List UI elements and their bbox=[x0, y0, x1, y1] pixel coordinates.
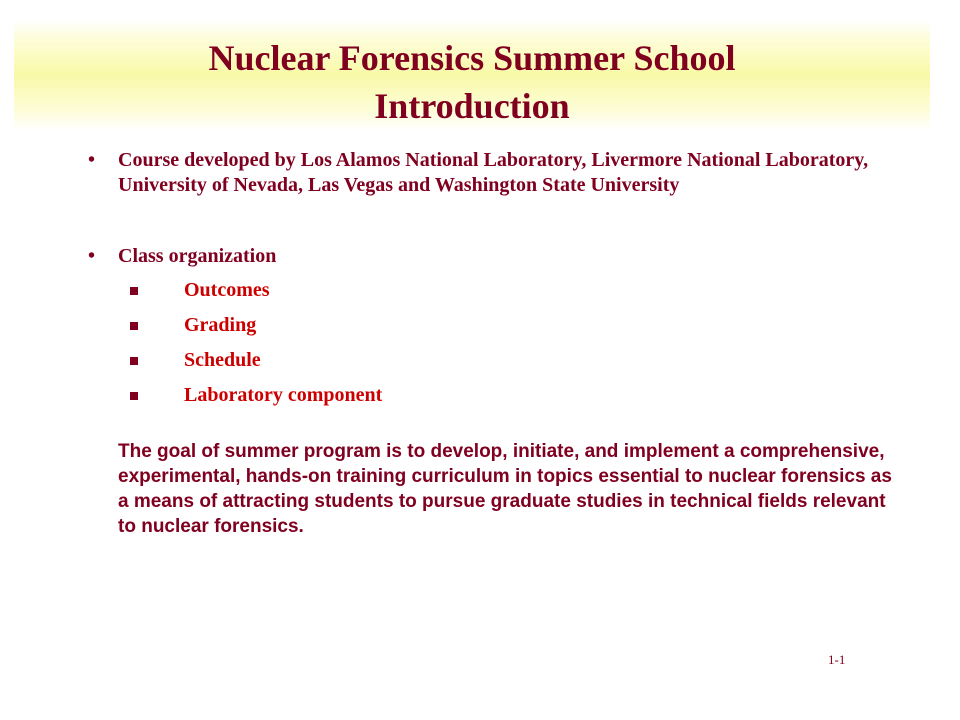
title-line-1: Nuclear Forensics Summer School bbox=[208, 38, 736, 78]
bullet-text: Course developed by Los Alamos National Laboratory, Livermore National Laboratory, University of Nevada, Las Vegas and Washington State University bbox=[118, 149, 869, 196]
class-organization-sublist bbox=[88, 278, 888, 418]
bullet-dot: • bbox=[88, 149, 96, 171]
sublist-item-text: Grading bbox=[184, 314, 257, 336]
sublist-item bbox=[88, 383, 888, 418]
sublist-item bbox=[88, 278, 888, 313]
bullet-item-class-organization bbox=[88, 244, 888, 269]
square-bullet-icon bbox=[130, 287, 138, 295]
slide-content bbox=[88, 148, 892, 539]
title-line-2: Introduction bbox=[374, 86, 570, 126]
bullet-item-course bbox=[88, 148, 888, 198]
square-bullet-icon bbox=[130, 322, 138, 330]
sublist-item-text: Schedule bbox=[184, 349, 261, 371]
bullet-dot: • bbox=[88, 245, 96, 267]
square-bullet-icon bbox=[130, 357, 138, 365]
goal-paragraph: The goal of summer program is to develop, initiate, and implement a comprehensive, experimental, hands-on training curriculum in topics essential to nuclear forensics as a means of attracting students to pursue graduate studies in technical fields relevant to nuclear forensics. bbox=[118, 441, 892, 537]
sublist-item-text: Outcomes bbox=[184, 279, 270, 301]
sublist-item bbox=[88, 313, 888, 348]
sublist-item-text: Laboratory component bbox=[184, 384, 383, 406]
square-bullet-icon bbox=[130, 392, 138, 400]
slide-title bbox=[0, 34, 944, 130]
bullet-text: Class organization bbox=[118, 245, 277, 267]
page-number: 1-1 bbox=[828, 652, 846, 667]
sublist-item bbox=[88, 348, 888, 383]
